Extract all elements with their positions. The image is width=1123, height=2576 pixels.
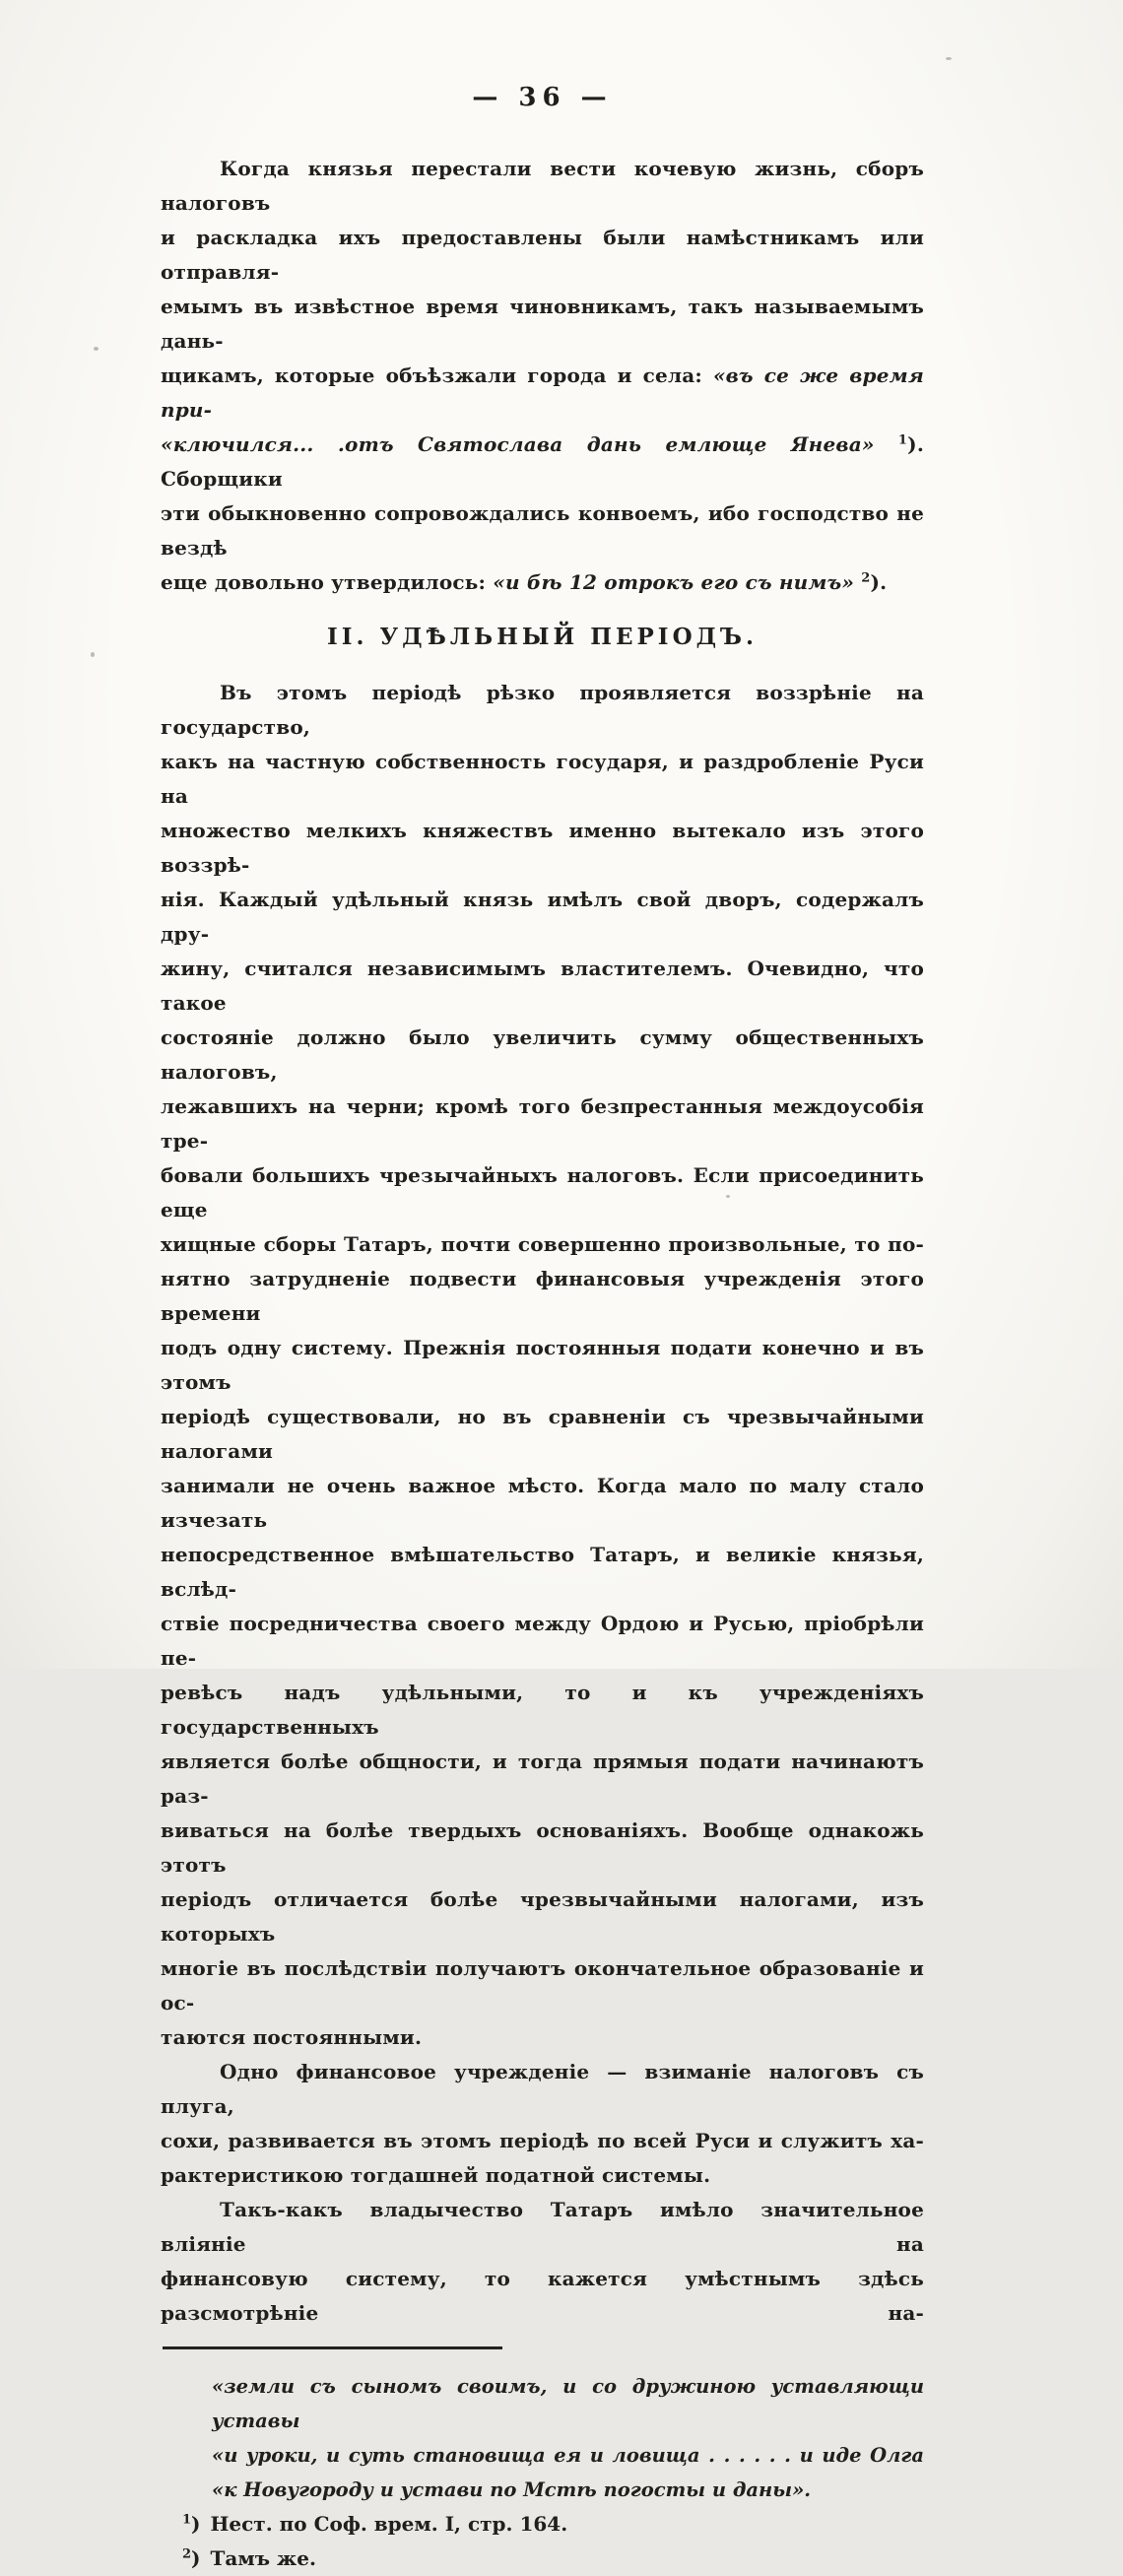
- text-line: [161, 814, 924, 883]
- text-line: [161, 1469, 924, 1538]
- body-text: ).: [870, 570, 888, 594]
- text-line: [161, 2262, 924, 2331]
- footnote-quote-line: [161, 2369, 924, 2438]
- text-line: [161, 2158, 924, 2193]
- text-line: [161, 1882, 924, 1951]
- footnote-quote-line: [161, 2438, 924, 2473]
- text-line: [161, 676, 924, 745]
- body-text: нія. Каждый удѣльный князь имѣлъ свой дворъ, содержалъ дру-: [161, 888, 924, 946]
- body-text: подъ одну систему. Прежнія постоянныя подати конечно и въ этомъ: [161, 1336, 924, 1394]
- text-line: [161, 565, 924, 600]
- text-line: [161, 2055, 924, 2124]
- text-line: [161, 952, 924, 1021]
- scan-speck: [946, 57, 952, 60]
- text-line: [161, 2124, 924, 2158]
- text-line: [161, 1262, 924, 1331]
- quoted-source-text: «к Новугороду и устави по Мстѣ погосты и даны».: [212, 2478, 812, 2501]
- footnote-reference: [161, 2542, 924, 2576]
- text-line: [161, 1607, 924, 1676]
- body-text: Когда князья перестали вести кочевую жизнь, сборъ налоговъ: [161, 157, 924, 215]
- body-text: ревѣсъ надъ удѣльными, то и къ учрежденіяхъ государственныхъ: [161, 1681, 924, 1739]
- paragraph-1: [161, 152, 924, 600]
- quoted-source-text: «земли съ сыномъ своимъ, и со дружиною уставляющи уставы: [212, 2375, 924, 2432]
- body-text: какъ на частную собственность государя, и раздробленіе Руси на: [161, 750, 924, 808]
- body-text: ). Сборщики: [161, 432, 924, 491]
- body-text: сохи, развивается въ этомъ періодѣ по всей Руси и служитъ ха-: [161, 2129, 924, 2152]
- text-line: [161, 152, 924, 221]
- body-text: Въ этомъ періодѣ рѣзко проявляется воззрѣніе на государство,: [161, 681, 924, 739]
- body-text: хищные сборы Татаръ, почти совершенно произвольные, то по-: [161, 1232, 924, 1256]
- text-line: [161, 883, 924, 952]
- body-text: занимали не очень важное мѣсто. Когда мало по малу стало изчезать: [161, 1474, 924, 1532]
- text-line: [161, 2020, 924, 2055]
- text-line: [161, 745, 924, 814]
- paragraph-4: [161, 2193, 924, 2331]
- text-line: [161, 428, 924, 496]
- text-line: [161, 1814, 924, 1882]
- paragraph-2: [161, 676, 924, 2055]
- text-line: [161, 1090, 924, 1158]
- text-line: [161, 1951, 924, 2020]
- text-line: [161, 1538, 924, 1607]
- body-text: виваться на болѣе твердыхъ основаніяхъ. Вообще однакожь этотъ: [161, 1818, 924, 1877]
- footnote-separator: [163, 2346, 502, 2349]
- body-text: рактеристикою тогдашней податной системы.: [161, 2163, 711, 2187]
- body-text: 2: [182, 2546, 192, 2562]
- body-text: 1: [182, 2512, 192, 2528]
- body-text: финансовую систему, то кажется умѣстнымъ здѣсь разсмотрѣніе на-: [161, 2267, 924, 2325]
- text-line: [161, 1158, 924, 1227]
- text-line: [161, 1227, 924, 1262]
- body-text: ствіе посредничества своего между Ордою и Русью, пріобрѣли пе-: [161, 1612, 924, 1670]
- body-text: лежавшихъ на черни; кромѣ того безпрестанныя междоусобія тре-: [161, 1094, 924, 1153]
- body-text: жину, считался независимымъ властителемъ. Очевидно, что такое: [161, 957, 924, 1015]
- body-text: является болѣе общности, и тогда прямыя подати начинаютъ раз-: [161, 1750, 924, 1808]
- text-line: [161, 1676, 924, 1745]
- body-text: множество мелкихъ княжествъ именно вытекало изъ этого воззрѣ-: [161, 819, 924, 877]
- scan-speck: [91, 652, 95, 657]
- text-line: [161, 2193, 924, 2262]
- text-line: [161, 1331, 924, 1400]
- text-block: [161, 83, 924, 2576]
- text-line: [161, 496, 924, 565]
- section-heading: II. УДѢЛЬНЫЙ ПЕРІОДЪ.: [326, 624, 759, 650]
- paragraph-3: [161, 2055, 924, 2193]
- body-text: емымъ въ извѣстное время чиновникамъ, такъ называемымъ дань-: [161, 295, 924, 353]
- body-text: ) Нест. по Соф. врем. I, стр. 164.: [191, 2512, 568, 2536]
- body-text: Одно финансовое учрежденіе — взиманіе налоговъ съ плуга,: [161, 2060, 924, 2118]
- text-line: [161, 359, 924, 428]
- body-text: 2: [861, 570, 871, 586]
- body-text: непосредственное вмѣшательство Татаръ, и великіе князья, вслѣд-: [161, 1543, 924, 1601]
- quoted-source-text: «и уроки, и суть становища ея и ловища . . . . . . и иде Олга: [212, 2444, 924, 2467]
- text-line: [161, 1400, 924, 1469]
- body-text: періодъ отличается болѣе чрезвычайными налогами, изъ которыхъ: [161, 1887, 924, 1946]
- text-line: [161, 1745, 924, 1814]
- body-text: и раскладка ихъ предоставлены были намѣстникамъ или отправля-: [161, 226, 924, 284]
- quoted-source-text: «и бѣ 12 отрокъ его съ нимъ»: [493, 570, 862, 594]
- text-line: [161, 1021, 924, 1090]
- body-text: эти обыкновенно сопровождались конвоемъ, ибо господство не вездѣ: [161, 501, 924, 560]
- text-line: [161, 290, 924, 359]
- body-text: щикамъ, которые объѣзжали города и села:: [161, 363, 713, 387]
- page-number: — 36 —: [472, 83, 613, 112]
- body-text: Такъ-какъ владычество Татаръ имѣло значительное вліяніе на: [161, 2198, 924, 2256]
- body-text: многіе въ послѣдствіи получаютъ окончательное образованіе и ос-: [161, 1956, 924, 2015]
- body-text: ) Тамъ же.: [191, 2546, 316, 2570]
- body-text: таются постоянными.: [161, 2025, 423, 2049]
- quoted-source-text: «въ се же время при-: [161, 363, 924, 422]
- body-text: еще довольно утвердилось:: [161, 570, 494, 594]
- text-line: [161, 221, 924, 290]
- footnote-reference: [161, 2507, 924, 2542]
- scan-speck: [94, 347, 99, 351]
- body-text: 1: [897, 432, 908, 448]
- body-text: состояніе должно было увеличить сумму общественныхъ налоговъ,: [161, 1025, 924, 1084]
- footnotes: [161, 2369, 924, 2576]
- footnote-quote-line: [161, 2473, 924, 2507]
- quoted-source-text: «ключился... .отъ Святослава дань емлюще Янева»: [161, 432, 898, 456]
- body-text: бовали большихъ чрезычайныхъ налоговъ. Если присоединить еще: [161, 1163, 924, 1222]
- body-text: періодѣ существовали, но въ сравненіи съ чрезвычайными налогами: [161, 1405, 924, 1463]
- body-text: нятно затрудненіе подвести финансовыя учрежденія этого времени: [161, 1267, 924, 1325]
